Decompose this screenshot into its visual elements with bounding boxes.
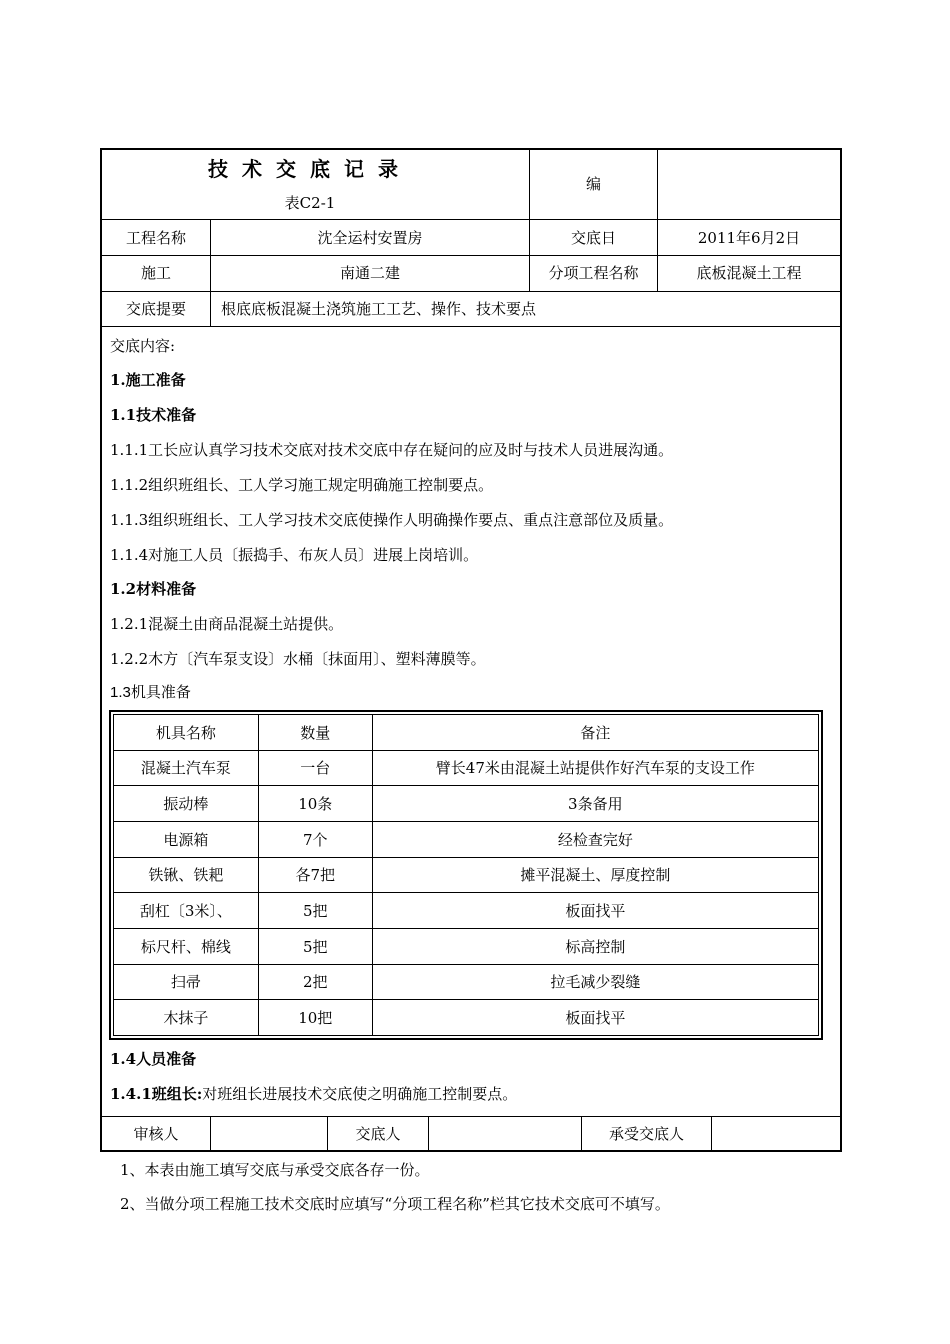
equipment-remark: 臂长47米由混凝土站提供作好汽车泵的支设工作 [372, 750, 818, 786]
equipment-table [109, 710, 823, 1040]
rule-summary [100, 326, 842, 327]
equipment-name: 铁锹、铁耙 [114, 857, 259, 893]
equipment-name: 标尺杆、棉线 [114, 928, 259, 964]
equipment-remark: 标高控制 [372, 928, 818, 964]
equipment-remark: 板面找平 [372, 893, 818, 929]
rule-sign-1 [210, 1116, 211, 1152]
receiver-label: 承受交底人 [608, 1125, 684, 1143]
rule-header [100, 219, 842, 220]
equipment-name: 刮杠〔3米〕、 [114, 893, 259, 929]
rule-contractor [100, 291, 842, 292]
paragraph-1-1-2: 1.1.2组织班组长、工人学习施工规定明确施工控制要点。 [110, 476, 494, 494]
summary-value: 根底底板混凝土浇筑施工工艺、操作、技术要点 [221, 300, 537, 318]
equipment-header-row [114, 715, 819, 751]
section-1-heading: 1.施工准备 [110, 371, 186, 389]
paragraph-1-4-1-text: 对班组长进展技术交底使之明确施工控制要点。 [202, 1085, 518, 1103]
paragraph-1-4-1-label: 1.4.1班组长: [110, 1085, 203, 1103]
equipment-quantity: 各7把 [258, 857, 372, 893]
equipment-quantity: 10把 [258, 1000, 372, 1036]
date-label: 交底日 [570, 229, 616, 247]
equipment-remark: 3条备用 [372, 786, 818, 822]
header-quantity: 数量 [258, 715, 372, 751]
equipment-remark: 板面找平 [372, 1000, 818, 1036]
table-row [114, 964, 819, 1000]
section-1-2-heading: 1.2材料准备 [110, 580, 197, 598]
subitem-value: 底板混凝土工程 [696, 264, 802, 282]
equipment-quantity: 10条 [258, 786, 372, 822]
header-remarks: 备注 [372, 715, 818, 751]
project-value: 沈全运村安置房 [317, 229, 423, 247]
footnote-2: 2、当做分项工程施工技术交底时应填写“分项工程名称”栏其它技术交底可不填写。 [120, 1195, 670, 1213]
header-equipment-name: 机具名称 [114, 715, 259, 751]
table-row [114, 857, 819, 893]
contractor-value: 南通二建 [339, 264, 400, 282]
summary-label: 交底提要 [125, 300, 186, 318]
form-number: 表C2-1 [284, 194, 336, 212]
rule-sign-5 [711, 1116, 712, 1152]
table-row [114, 821, 819, 857]
reviewer-label: 审核人 [133, 1125, 179, 1143]
equipment-name: 振动棒 [114, 786, 259, 822]
table-row [114, 928, 819, 964]
paragraph-1-1-3: 1.1.3组织班组长、工人学习技术交底使操作人明确操作要点、重点注意部位及质量。 [110, 511, 674, 529]
contractor-label: 施工 [140, 264, 171, 282]
equipment-remark: 经检查完好 [372, 821, 818, 857]
subitem-label: 分项工程名称 [548, 264, 639, 282]
equipment-quantity: 7个 [258, 821, 372, 857]
rule-signoff [100, 1116, 842, 1117]
paragraph-1-2-2: 1.2.2木方〔汽车泵支设〕水桶〔抹面用〕、塑料薄膜等。 [110, 650, 486, 668]
footnote-1: 1、本表由施工填写交底与承受交底各存一份。 [120, 1161, 430, 1179]
section-1-4-heading: 1.4人员准备 [110, 1050, 197, 1068]
equipment-quantity: 5把 [258, 928, 372, 964]
rule-project [100, 255, 842, 256]
serial-label: 编 [585, 175, 601, 193]
equipment-name: 电源箱 [114, 821, 259, 857]
table-row [114, 1000, 819, 1036]
paragraph-1-1-1: 1.1.1工长应认真学习技术交底对技术交底中存在疑问的应及时与技术人员进展沟通。 [110, 441, 674, 459]
paragraph-1-2-1: 1.2.1混凝土由商品混凝土站提供。 [110, 615, 344, 633]
section-1-1-heading: 1.1技术准备 [110, 406, 197, 424]
equipment-quantity: 5把 [258, 893, 372, 929]
rule-sign-3 [428, 1116, 429, 1152]
project-label: 工程名称 [125, 229, 186, 247]
section-1-3-heading: 1.3机具准备 [110, 684, 191, 701]
paragraph-1-4-1 [110, 1084, 517, 1104]
date-value: 2011年6月2日 [697, 229, 801, 247]
paragraph-1-1-4: 1.1.4对施工人员〔振捣手、布灰人员〕进展上岗培训。 [110, 546, 479, 564]
equipment-remark: 拉毛减少裂缝 [372, 964, 818, 1000]
table-row [114, 786, 819, 822]
content-intro: 交底内容: [110, 337, 176, 355]
equipment-quantity: 2把 [258, 964, 372, 1000]
equipment-name: 木抹子 [114, 1000, 259, 1036]
table-row [114, 893, 819, 929]
equipment-name: 扫帚 [114, 964, 259, 1000]
form-title: 技术交底记录 [208, 157, 412, 181]
discloser-label: 交底人 [355, 1125, 401, 1143]
table-row [114, 750, 819, 786]
equipment-name: 混凝土汽车泵 [114, 750, 259, 786]
equipment-quantity: 一台 [258, 750, 372, 786]
equipment-remark: 摊平混凝土、厚度控制 [372, 857, 818, 893]
